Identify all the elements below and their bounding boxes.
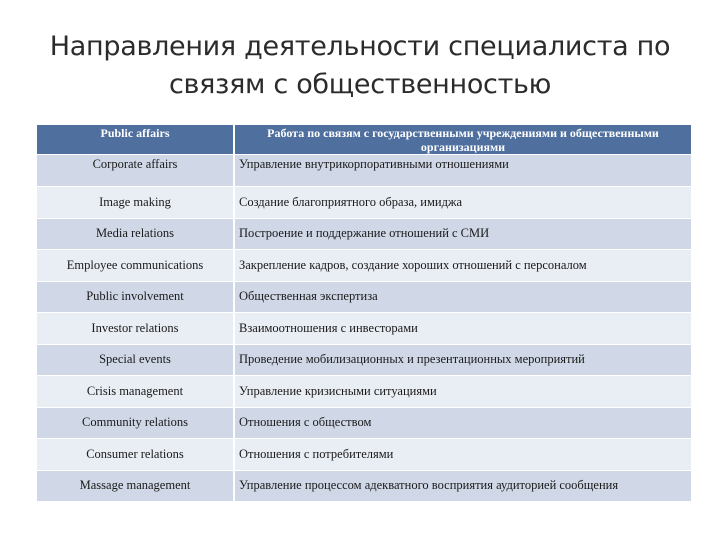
cell-english: Image making bbox=[37, 187, 234, 219]
table-row bbox=[37, 250, 692, 282]
table-row bbox=[37, 376, 692, 408]
cell-russian: Управление внутрикорпоративными отношениями bbox=[234, 155, 692, 187]
cell-russian: Отношения с потребителями bbox=[234, 439, 692, 471]
table-row bbox=[37, 439, 692, 471]
cell-russian: Проведение мобилизационных и презентационных мероприятий bbox=[234, 344, 692, 376]
cell-english: Massage management bbox=[37, 470, 234, 502]
cell-english: Corporate affairs bbox=[37, 155, 234, 187]
cell-english: Crisis management bbox=[37, 376, 234, 408]
cell-english: Public involvement bbox=[37, 281, 234, 313]
cell-english: Consumer relations bbox=[37, 439, 234, 471]
cell-russian: Построение и поддержание отношений с СМИ bbox=[234, 218, 692, 250]
slide-title bbox=[0, 28, 720, 104]
cell-russian: Создание благоприятного образа, имиджа bbox=[234, 187, 692, 219]
table-row bbox=[37, 281, 692, 313]
table-row bbox=[37, 187, 692, 219]
cell-english: Community relations bbox=[37, 407, 234, 439]
cell-russian: Отношения с обществом bbox=[234, 407, 692, 439]
cell-english: Media relations bbox=[37, 218, 234, 250]
header-cell-russian: Работа по связям с государственными учреждениями и общественными организациями bbox=[234, 125, 692, 155]
cell-russian: Общественная экспертиза bbox=[234, 281, 692, 313]
slide-title-line2: связям с общественностью bbox=[168, 69, 552, 100]
cell-english: Investor relations bbox=[37, 313, 234, 345]
table-row bbox=[37, 407, 692, 439]
table-row bbox=[37, 313, 692, 345]
cell-russian: Управление кризисными ситуациями bbox=[234, 376, 692, 408]
cell-russian: Взаимоотношения с инвесторами bbox=[234, 313, 692, 345]
slide-title-line1: Направления деятельности специалиста по bbox=[49, 31, 671, 62]
cell-english: Special events bbox=[37, 344, 234, 376]
table-row bbox=[37, 470, 692, 502]
table-row bbox=[37, 344, 692, 376]
pr-directions-table bbox=[37, 125, 693, 502]
table-header-row bbox=[37, 125, 692, 155]
cell-english: Employee communications bbox=[37, 250, 234, 282]
table-row bbox=[37, 155, 692, 187]
header-cell-english: Public affairs bbox=[37, 125, 234, 155]
cell-russian: Управление процессом адекватного восприятия аудиторией сообщения bbox=[234, 470, 692, 502]
table-row bbox=[37, 218, 692, 250]
cell-russian: Закрепление кадров, создание хороших отношений с персоналом bbox=[234, 250, 692, 282]
